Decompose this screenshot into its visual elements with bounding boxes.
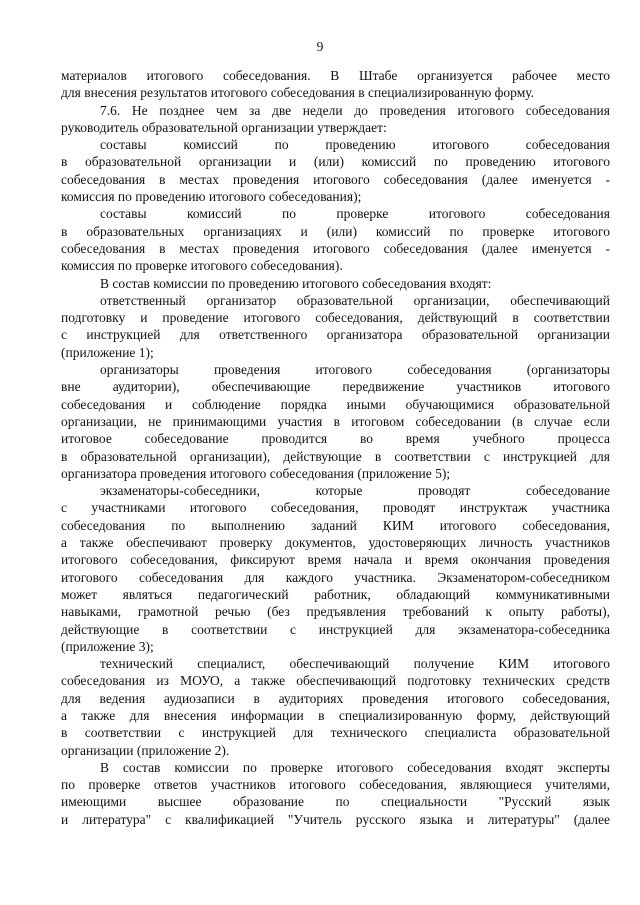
text-line: организатора проведения итогового собеседования (приложение 5); bbox=[61, 465, 451, 481]
text-line: а также для внесения информации в специализированную форму, действующий bbox=[61, 707, 610, 723]
text-line: составы комиссий по проведению итогового собеседования bbox=[100, 137, 610, 153]
text-line: подготовку и проведение итогового собеседования, действующий в соответствии bbox=[61, 310, 610, 326]
text-line: комиссия по проведению итогового собеседования); bbox=[61, 189, 362, 205]
text-line: организации (приложение 2). bbox=[61, 742, 230, 758]
text-line: технический специалист, обеспечивающий получение КИМ итогового bbox=[100, 656, 610, 672]
text-line: с инструкцией для ответственного организатора образовательной организации bbox=[61, 327, 610, 343]
text-line: а также обеспечивают проверку документов, удостоверяющих личность участников bbox=[61, 535, 610, 551]
text-line: экзаменаторы-собеседники, которые проводят собеседование bbox=[100, 483, 610, 499]
text-line: собеседования по выполнению заданий КИМ итогового собеседования, bbox=[61, 517, 610, 533]
text-line: В состав комиссии по проверке итогового собеседования входят эксперты bbox=[100, 759, 610, 775]
text-line: собеседования в местах проведения итогового собеседования (далее именуется - bbox=[61, 240, 610, 256]
text-line: навыками, грамотной речью (без предъявления требований к опыту работы), bbox=[61, 604, 610, 620]
text-line: собеседования и соблюдение порядка иными обучающимися образовательной bbox=[61, 396, 610, 412]
document-body bbox=[61, 67, 610, 828]
text-line: в образовательной организации и (или) комиссий по проведению итогового bbox=[61, 154, 610, 170]
text-line: организаторы проведения итогового собеседования (организаторы bbox=[100, 362, 610, 378]
text-line: материалов итогового собеседования. В Штабе организуется рабочее место bbox=[61, 68, 610, 83]
text-line: итогового собеседования для каждого участника. Экзаменатором-собеседником bbox=[61, 569, 610, 585]
text-line: (приложение 3); bbox=[61, 638, 154, 654]
text-line: может являться педагогический работник, обладающий коммуникативными bbox=[61, 586, 610, 602]
text-line: итоговое собеседование проводится во время учебного процесса bbox=[61, 431, 610, 447]
text-line: собеседования из МОУО, а также обеспечивающий подготовку технических средств bbox=[61, 673, 610, 689]
page-number: 9 bbox=[316, 39, 324, 54]
text-line: действующие в соответствии с инструкцией для экзаменатора-собеседника bbox=[61, 621, 610, 637]
text-line: в образовательной организации), действующие в соответствии с инструкцией для bbox=[61, 448, 610, 464]
text-line: с участниками итогового собеседования, проводят инструктаж участника bbox=[61, 500, 610, 516]
text-line: В состав комиссии по проведению итогового собеседования входят: bbox=[100, 275, 492, 291]
text-line: итогового собеседования, фиксируют время начала и время окончания проведения bbox=[61, 552, 610, 568]
text-line: составы комиссий по проверке итогового собеседования bbox=[100, 206, 610, 222]
text-line: для ведения аудиозаписи в аудиториях проведения итогового собеседования, bbox=[61, 690, 610, 706]
text-line: 7.6. Не позднее чем за две недели до проведения итогового собеседования bbox=[100, 102, 610, 118]
text-line: и литература" с квалификацией "Учитель русского языка и литературы" (далее bbox=[61, 811, 610, 827]
text-line: организации, не принимающими участия в итоговом собеседовании (в случае если bbox=[61, 413, 610, 429]
text-line: имеющими высшее образование по специальности "Русский язык bbox=[61, 794, 610, 810]
text-line: ответственный организатор образовательной организации, обеспечивающий bbox=[100, 292, 610, 308]
text-line: для внесения результатов итогового собеседования в специализированную форму. bbox=[61, 85, 535, 101]
text-line: собеседования в местах проведения итогового собеседования (далее именуется - bbox=[61, 171, 610, 187]
text-line: руководитель образовательной организации утверждает: bbox=[61, 119, 387, 135]
text-line: комиссия по проверке итогового собеседования). bbox=[61, 258, 343, 274]
text-line: (приложение 1); bbox=[61, 344, 154, 360]
text-line: в соответствии с инструкцией для технического специалиста образовательной bbox=[61, 725, 610, 741]
text-line: в образовательных организациях и (или) комиссий по проверке итогового bbox=[61, 223, 610, 239]
text-line: вне аудитории), обеспечивающие передвижение участников итогового bbox=[61, 379, 610, 395]
text-line: по проверке ответов участников итогового собеседования, являющиеся учителями, bbox=[61, 777, 610, 793]
